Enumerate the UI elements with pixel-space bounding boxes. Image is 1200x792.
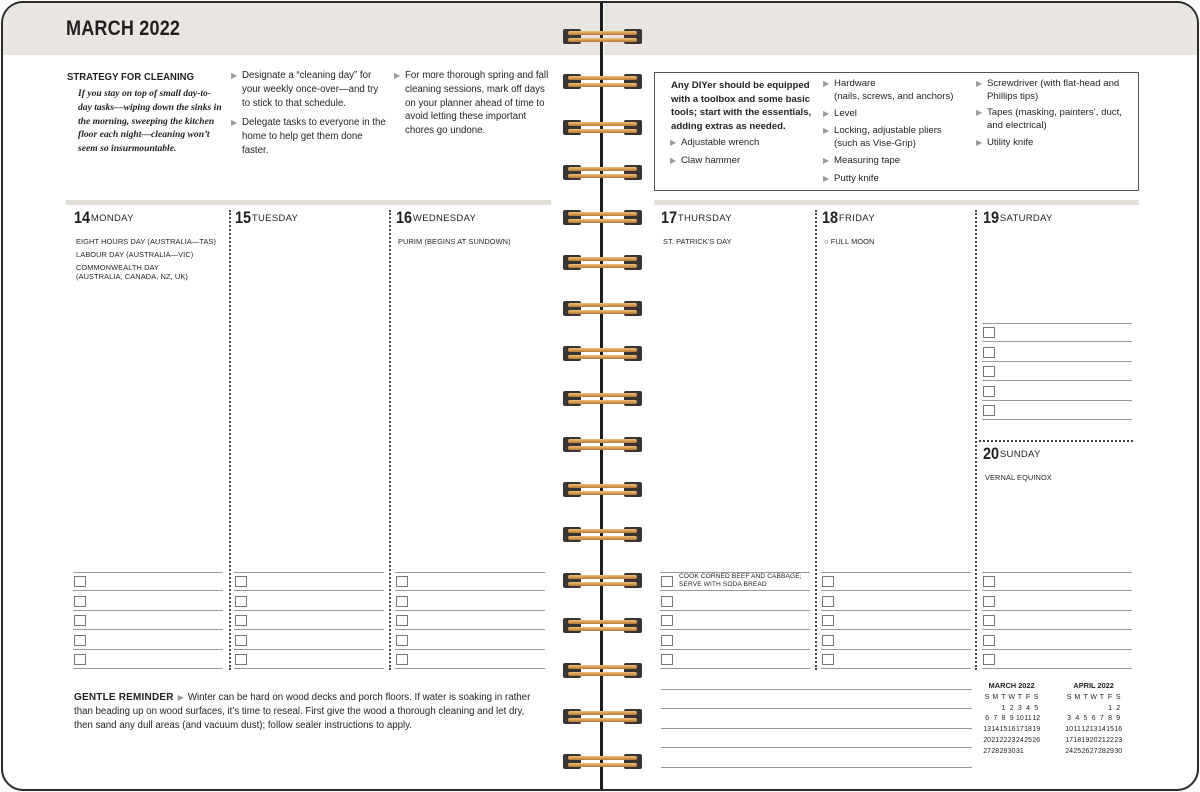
calendar-date: 18 bbox=[1073, 737, 1082, 745]
toolbox-item: ▶ Claw hammer bbox=[670, 155, 741, 166]
arrow-icon: ▶ bbox=[670, 156, 677, 165]
calendar-date: 10 bbox=[1065, 726, 1073, 734]
task-checkbox[interactable] bbox=[822, 596, 834, 607]
calendar-date: 7 bbox=[993, 715, 998, 723]
calendar-date: 12 bbox=[1032, 715, 1041, 723]
weekday-label: F bbox=[1107, 693, 1113, 701]
task-line bbox=[821, 649, 971, 650]
toolbox-item: ▶ Utility knife bbox=[976, 137, 1034, 148]
task-checkbox[interactable] bbox=[983, 327, 995, 338]
weekday-label: M bbox=[1074, 693, 1081, 701]
calendar-date: 13 bbox=[983, 726, 991, 734]
task-line bbox=[395, 572, 545, 573]
task-line bbox=[73, 590, 223, 591]
note-line bbox=[661, 767, 972, 768]
calendar-date: 21 bbox=[1097, 737, 1106, 745]
toolbox-item: ▶ Locking, adjustable pliers (such as Vise-Grip) bbox=[823, 125, 942, 149]
spiral-coil bbox=[563, 388, 642, 409]
task-line bbox=[660, 668, 810, 669]
mini-calendar-march bbox=[983, 681, 1040, 757]
task-line bbox=[982, 610, 1132, 611]
task-line bbox=[982, 400, 1132, 401]
arrow-icon: ▶ bbox=[823, 79, 830, 88]
spiral-coil bbox=[563, 479, 642, 500]
task-checkbox[interactable] bbox=[396, 615, 408, 626]
task-checkbox[interactable] bbox=[235, 635, 247, 646]
task-line bbox=[73, 629, 223, 630]
task-line bbox=[821, 629, 971, 630]
calendar-date: 17 bbox=[1065, 737, 1073, 745]
calendar-date: 13 bbox=[1089, 726, 1098, 734]
day-number: 17 bbox=[661, 208, 678, 227]
day-number: 14 bbox=[74, 208, 91, 227]
day-event: EIGHT HOURS DAY (AUSTRALIA—TAS) bbox=[76, 237, 217, 246]
calendar-date: 28 bbox=[991, 747, 1000, 755]
day-name: TUESDAY bbox=[251, 212, 299, 224]
note-line bbox=[661, 708, 972, 709]
weekday-label: W bbox=[1008, 693, 1015, 701]
weekday-label: T bbox=[1001, 693, 1006, 701]
weekday-label: S bbox=[1066, 693, 1072, 701]
calendar-date: 4 bbox=[1075, 715, 1080, 723]
task-checkbox[interactable] bbox=[74, 635, 86, 646]
weekday-label: S bbox=[1115, 693, 1121, 701]
toolbox-intro: Any DIYer should be equipped with a toolbox and some basic tools; start with the essentials, adding extras as needed. bbox=[671, 80, 812, 132]
thursday-task-text: COOK CORNED BEEF AND CABBAGE; SERVE WITH SODA BREAD bbox=[679, 573, 802, 588]
task-checkbox[interactable] bbox=[661, 576, 673, 587]
task-line bbox=[234, 610, 384, 611]
weekday-label: S bbox=[984, 693, 990, 701]
day-header-tuesday bbox=[235, 208, 298, 228]
task-checkbox[interactable] bbox=[822, 576, 834, 587]
calendar-date: 15 bbox=[999, 726, 1008, 734]
mini-calendar-grid bbox=[983, 692, 1040, 757]
arrow-icon: ▶ bbox=[823, 174, 830, 183]
toolbox-item: ▶ Tapes (masking, painters’, duct, and electrical) bbox=[976, 107, 1122, 131]
task-line bbox=[821, 668, 971, 669]
calendar-date: 30 bbox=[1114, 747, 1123, 755]
calendar-date: 22 bbox=[999, 737, 1008, 745]
task-line bbox=[982, 361, 1132, 362]
task-checkbox[interactable] bbox=[396, 596, 408, 607]
day-event: COMMONWEALTH DAY (AUSTRALIA, CANADA, NZ, UK) bbox=[76, 263, 188, 281]
weekday-label: M bbox=[992, 693, 999, 701]
arrow-icon: ▶ bbox=[231, 118, 238, 127]
calendar-date: 12 bbox=[1081, 726, 1090, 734]
task-checkbox[interactable] bbox=[235, 615, 247, 626]
spiral-coil bbox=[563, 524, 642, 545]
toolbox-item: ▶ Putty knife bbox=[823, 173, 879, 184]
task-line bbox=[982, 419, 1132, 420]
note-line bbox=[661, 728, 972, 729]
tip-1: ▶ Designate a “cleaning day” for your weekly once-over—and try to stick to that schedule. bbox=[231, 70, 379, 109]
day-header-monday bbox=[74, 208, 134, 228]
day-header-wednesday bbox=[396, 208, 476, 228]
task-line bbox=[660, 649, 810, 650]
toolbox-item: ▶ Measuring tape bbox=[823, 155, 901, 166]
weekday-label: T bbox=[1099, 693, 1104, 701]
spiral-coil bbox=[563, 751, 642, 772]
mini-calendar-april bbox=[1065, 681, 1122, 757]
strategy-heading: STRATEGY FOR CLEANING bbox=[67, 71, 195, 83]
task-checkbox[interactable] bbox=[983, 347, 995, 358]
weekday-label: W bbox=[1090, 693, 1097, 701]
task-line bbox=[395, 668, 545, 669]
task-checkbox[interactable] bbox=[983, 366, 995, 377]
task-checkbox[interactable] bbox=[822, 615, 834, 626]
calendar-date: 11 bbox=[1073, 726, 1081, 734]
task-checkbox[interactable] bbox=[235, 576, 247, 587]
task-line bbox=[234, 572, 384, 573]
arrow-icon: ▶ bbox=[976, 108, 983, 117]
day-name: SUNDAY bbox=[999, 448, 1041, 460]
task-checkbox[interactable] bbox=[661, 596, 673, 607]
day-event: PURIM (BEGINS AT SUNDOWN) bbox=[398, 237, 511, 246]
calendar-date bbox=[1073, 703, 1081, 714]
spiral-coil bbox=[563, 660, 642, 681]
toolbox-item: ▶ Screwdriver (with flat-head and Phillips tips) bbox=[976, 78, 1120, 102]
day-name: MONDAY bbox=[90, 212, 134, 224]
spiral-coil bbox=[563, 252, 642, 273]
calendar-date bbox=[1090, 703, 1098, 714]
calendar-date bbox=[1024, 746, 1032, 757]
day-header-thursday bbox=[661, 208, 732, 228]
day-event: ST. PATRICK’S DAY bbox=[663, 237, 732, 246]
calendar-date: 28 bbox=[1097, 747, 1106, 755]
day-event: ○ FULL MOON bbox=[824, 237, 875, 246]
arrow-icon: ▶ bbox=[823, 126, 830, 135]
task-line bbox=[395, 610, 545, 611]
task-checkbox[interactable] bbox=[661, 654, 673, 665]
calendar-date: 26 bbox=[1081, 747, 1090, 755]
calendar-date: 31 bbox=[1015, 747, 1024, 755]
task-line bbox=[73, 610, 223, 611]
task-line bbox=[395, 590, 545, 591]
arrow-icon: ▶ bbox=[976, 79, 983, 88]
calendar-date: 20 bbox=[1089, 737, 1098, 745]
task-checkbox[interactable] bbox=[983, 405, 995, 416]
calendar-date: 20 bbox=[983, 737, 991, 745]
day-number: 16 bbox=[396, 208, 413, 227]
planner-spread bbox=[1, 1, 1199, 791]
calendar-date bbox=[983, 703, 991, 714]
calendar-date: 16 bbox=[1007, 726, 1016, 734]
task-line bbox=[982, 668, 1132, 669]
task-checkbox[interactable] bbox=[74, 654, 86, 665]
task-line bbox=[821, 572, 971, 573]
spiral-coil bbox=[563, 615, 642, 636]
day-name: SATURDAY bbox=[999, 212, 1053, 224]
task-line bbox=[982, 323, 1132, 324]
task-checkbox[interactable] bbox=[983, 576, 995, 587]
weekday-label: S bbox=[1033, 693, 1039, 701]
calendar-date bbox=[991, 703, 999, 714]
calendar-date: 3 bbox=[1067, 715, 1072, 723]
divider-right bbox=[654, 200, 1139, 205]
calendar-date: 8 bbox=[1108, 715, 1112, 723]
task-checkbox[interactable] bbox=[661, 635, 673, 646]
calendar-date: 6 bbox=[985, 715, 990, 723]
calendar-date: 4 bbox=[1026, 704, 1030, 712]
mini-calendar-title: MARCH 2022 bbox=[988, 681, 1035, 690]
calendar-date bbox=[1032, 746, 1040, 757]
day-event: LABOUR DAY (AUSTRALIA—VIC) bbox=[76, 250, 194, 259]
calendar-date: 3 bbox=[1017, 704, 1022, 712]
header-band-right bbox=[604, 3, 1199, 55]
calendar-date: 27 bbox=[1089, 747, 1098, 755]
mini-calendar-grid bbox=[1065, 692, 1122, 757]
day-name: WEDNESDAY bbox=[412, 212, 477, 224]
task-line bbox=[234, 590, 384, 591]
task-line bbox=[395, 629, 545, 630]
calendar-date: 6 bbox=[1091, 715, 1096, 723]
weekday-label: T bbox=[1083, 693, 1088, 701]
divider-left bbox=[66, 200, 551, 205]
column-separator bbox=[975, 210, 977, 670]
calendar-date bbox=[1098, 703, 1106, 714]
task-checkbox[interactable] bbox=[983, 386, 995, 397]
calendar-date: 19 bbox=[1032, 726, 1041, 734]
calendar-date: 10 bbox=[1015, 715, 1024, 723]
task-checkbox[interactable] bbox=[235, 654, 247, 665]
calendar-date bbox=[1065, 703, 1073, 714]
task-checkbox[interactable] bbox=[822, 635, 834, 646]
note-line bbox=[661, 747, 972, 748]
task-checkbox[interactable] bbox=[983, 635, 995, 646]
day-header-saturday bbox=[983, 208, 1053, 228]
day-name: FRIDAY bbox=[838, 212, 875, 224]
spiral-coil bbox=[563, 706, 642, 727]
tip-2: ▶ Delegate tasks to everyone in the home to help get them done faster. bbox=[231, 117, 386, 156]
calendar-date: 5 bbox=[1034, 704, 1039, 712]
task-line bbox=[660, 629, 810, 630]
calendar-date: 5 bbox=[1083, 715, 1088, 723]
task-checkbox[interactable] bbox=[822, 654, 834, 665]
calendar-date: 25 bbox=[1073, 747, 1082, 755]
spiral-coil bbox=[563, 298, 642, 319]
toolbox-item: ▶ Level bbox=[823, 108, 857, 119]
calendar-date: 23 bbox=[1114, 737, 1123, 745]
calendar-date: 1 bbox=[1108, 704, 1112, 712]
strategy-text: If you stay on top of small day-to-day tasks—wiping down the sinks in the morning, sweeping the kitchen floor each night—cleaning won’t seem so insurmountable. bbox=[78, 88, 222, 155]
calendar-date: 29 bbox=[1106, 747, 1114, 755]
task-checkbox[interactable] bbox=[396, 635, 408, 646]
task-checkbox[interactable] bbox=[661, 615, 673, 626]
calendar-date: 1 bbox=[1001, 704, 1006, 712]
arrow-icon: ▶ bbox=[976, 138, 983, 147]
day-header-friday bbox=[822, 208, 875, 228]
page-title: MARCH 2022 bbox=[66, 17, 181, 40]
arrow-icon: ▶ bbox=[394, 71, 401, 80]
task-line bbox=[821, 610, 971, 611]
calendar-date: 26 bbox=[1032, 737, 1041, 745]
toolbox-item: ▶ Adjustable wrench bbox=[670, 137, 760, 148]
mini-calendar-title: APRIL 2022 bbox=[1073, 681, 1114, 690]
column-separator bbox=[229, 210, 231, 670]
day-number: 18 bbox=[822, 208, 839, 227]
calendar-date: 25 bbox=[1024, 737, 1032, 745]
day-header-sunday bbox=[983, 444, 1041, 464]
task-line bbox=[982, 649, 1132, 650]
spiral-coil bbox=[563, 343, 642, 364]
task-line bbox=[234, 668, 384, 669]
calendar-date: 7 bbox=[1099, 715, 1104, 723]
task-line bbox=[982, 380, 1132, 381]
task-line bbox=[982, 590, 1132, 591]
task-line bbox=[821, 590, 971, 591]
spiral-coil bbox=[563, 434, 642, 455]
task-line bbox=[395, 649, 545, 650]
toolbox-item: ▶ Hardware (nails, screws, and anchors) bbox=[823, 78, 954, 102]
task-checkbox[interactable] bbox=[983, 615, 995, 626]
calendar-date: 14 bbox=[991, 726, 1000, 734]
task-checkbox[interactable] bbox=[74, 615, 86, 626]
task-line bbox=[73, 649, 223, 650]
task-line bbox=[982, 341, 1132, 342]
calendar-date: 15 bbox=[1106, 726, 1114, 734]
column-separator bbox=[815, 210, 817, 670]
calendar-date: 21 bbox=[991, 737, 1000, 745]
calendar-date bbox=[1081, 703, 1089, 714]
calendar-date: 2 bbox=[1009, 704, 1014, 712]
spiral-coil bbox=[563, 162, 642, 183]
task-checkbox[interactable] bbox=[983, 654, 995, 665]
calendar-date: 11 bbox=[1024, 715, 1032, 723]
task-line bbox=[660, 590, 810, 591]
weekday-label: F bbox=[1025, 693, 1031, 701]
calendar-date: 27 bbox=[983, 747, 991, 755]
calendar-date: 9 bbox=[1009, 715, 1014, 723]
calendar-date: 30 bbox=[1007, 747, 1016, 755]
task-checkbox[interactable] bbox=[396, 576, 408, 587]
arrow-icon: ▶ bbox=[823, 109, 830, 118]
day-number: 19 bbox=[983, 208, 1000, 227]
arrow-icon: ▶ bbox=[823, 156, 830, 165]
day-name: THURSDAY bbox=[677, 212, 732, 224]
task-line bbox=[982, 629, 1132, 630]
spiral-coil bbox=[563, 26, 642, 47]
calendar-date: 16 bbox=[1114, 726, 1123, 734]
calendar-date: 19 bbox=[1081, 737, 1090, 745]
note-line bbox=[661, 689, 972, 690]
spiral-coil bbox=[563, 117, 642, 138]
tip-3: ▶ For more thorough spring and fall cleaning sessions, mark off days on your planner ahead of time to avoid letting these important chores go undone. bbox=[394, 70, 549, 137]
calendar-date: 14 bbox=[1097, 726, 1106, 734]
calendar-date: 24 bbox=[1015, 737, 1024, 745]
gentle-reminder: GENTLE REMINDER ▶ Winter can be hard on wood decks and porch floors. If water is soaking in rather than beading up on wood surfaces, it’s time to reseal. First give the wood a thorough cleaning and let dry, then sand any dull areas (and vacuum dust); follow sealer instructions to apply. bbox=[74, 692, 531, 731]
arrow-icon: ▶ bbox=[177, 693, 184, 702]
calendar-date: 23 bbox=[1007, 737, 1016, 745]
task-checkbox[interactable] bbox=[74, 576, 86, 587]
calendar-date: 9 bbox=[1116, 715, 1121, 723]
task-line bbox=[73, 572, 223, 573]
task-checkbox[interactable] bbox=[235, 596, 247, 607]
calendar-date: 22 bbox=[1106, 737, 1114, 745]
calendar-date: 8 bbox=[1001, 715, 1006, 723]
column-separator bbox=[389, 210, 391, 670]
day-number: 15 bbox=[235, 208, 252, 227]
task-line bbox=[234, 629, 384, 630]
spiral-coil bbox=[563, 570, 642, 591]
day-event: VERNAL EQUINOX bbox=[985, 473, 1052, 482]
calendar-date: 18 bbox=[1024, 726, 1032, 734]
task-checkbox[interactable] bbox=[983, 596, 995, 607]
task-line bbox=[73, 668, 223, 669]
calendar-date: 17 bbox=[1015, 726, 1024, 734]
day-number: 20 bbox=[983, 444, 1000, 463]
calendar-date: 29 bbox=[999, 747, 1008, 755]
spiral-coil bbox=[563, 71, 642, 92]
task-line bbox=[982, 572, 1132, 573]
calendar-date: 2 bbox=[1116, 704, 1121, 712]
task-checkbox[interactable] bbox=[74, 596, 86, 607]
task-checkbox[interactable] bbox=[396, 654, 408, 665]
arrow-icon: ▶ bbox=[231, 71, 238, 80]
task-line bbox=[234, 649, 384, 650]
calendar-date: 24 bbox=[1065, 747, 1073, 755]
task-line bbox=[660, 610, 810, 611]
arrow-icon: ▶ bbox=[670, 138, 677, 147]
weekend-separator bbox=[979, 440, 1133, 442]
weekday-label: T bbox=[1017, 693, 1022, 701]
spiral-coil bbox=[563, 207, 642, 228]
